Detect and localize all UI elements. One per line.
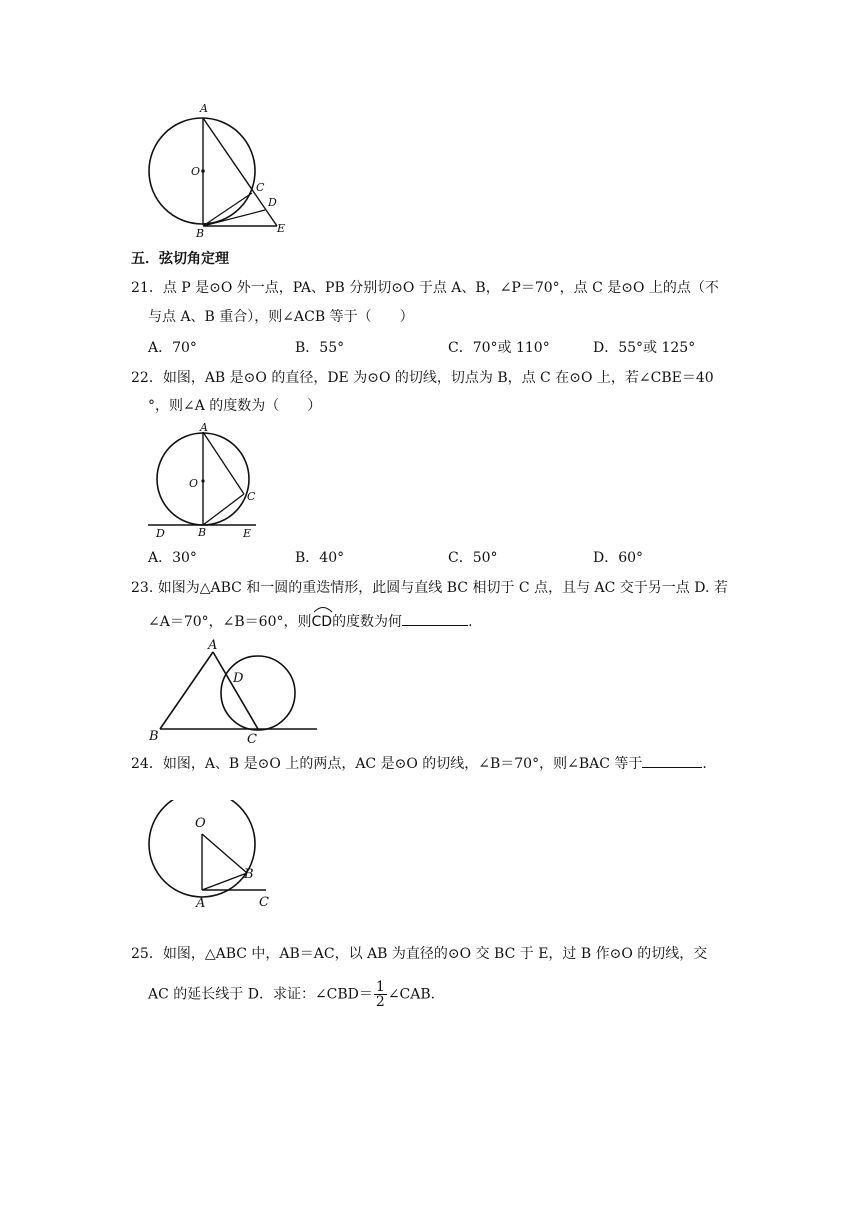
radius-ob bbox=[202, 834, 247, 873]
label-b: B bbox=[149, 729, 159, 744]
label-e: E bbox=[277, 222, 286, 235]
q23-figure bbox=[145, 636, 325, 746]
label-a: A bbox=[200, 102, 208, 115]
label-o: O bbox=[189, 477, 199, 490]
q23-line1: 23. 如图为△ABC 和一圆的重迭情形，此圆与直线 BC 相切于 C 点，且与 AC 交于另一点 D. 若 bbox=[131, 580, 728, 596]
top-figure bbox=[140, 98, 300, 238]
label-o: O bbox=[191, 165, 201, 178]
q21-option-d: D．55°或 125° bbox=[593, 340, 696, 356]
q22-option-c: C．50° bbox=[448, 550, 498, 566]
label-d: D bbox=[268, 196, 277, 209]
q22-option-d: D．60° bbox=[593, 550, 644, 566]
label-e: E bbox=[243, 527, 252, 540]
q21-option-c: C．70°或 110° bbox=[448, 340, 550, 356]
label-a: A bbox=[208, 638, 218, 653]
q21-line2: 与点 A、B 重合），则∠ACB 等于（ ） bbox=[148, 309, 414, 325]
q23-line2: ∠A＝70°，∠B＝60°，则 CD的度数为何 . bbox=[148, 610, 473, 632]
label-c: C bbox=[247, 490, 256, 503]
q23-answer-blank[interactable] bbox=[402, 611, 468, 626]
label-a: A bbox=[196, 896, 206, 911]
q21-option-b: B．55° bbox=[295, 340, 345, 356]
label-d: D bbox=[156, 527, 165, 540]
q22-option-b: B．40° bbox=[295, 550, 345, 566]
label-c: C bbox=[247, 732, 257, 746]
fraction-one-half: $\frac{1}{2}$ bbox=[375, 979, 385, 1010]
q21-line1: 21．点 P 是⊙O 外一点，PA、PB 分别切⊙O 于点 A、B，∠P＝70°，点 C 是⊙O 上的点（不 bbox=[131, 280, 719, 296]
q22-line1: 22．如图，AB 是⊙O 的直径，DE 为⊙O 的切线，切点为 B，点 C 在⊙O 上，若∠CBE＝40 bbox=[131, 370, 714, 386]
q23-line2-pre: ∠A＝70°，∠B＝60°，则 bbox=[148, 614, 312, 630]
q22-figure bbox=[140, 420, 270, 544]
side-ab bbox=[160, 652, 213, 729]
q25-line2-post: ∠CAB. bbox=[387, 986, 436, 1003]
line-bc bbox=[203, 193, 252, 226]
center-point bbox=[201, 479, 204, 482]
q21-option-a: A．70° bbox=[148, 340, 197, 356]
q25-line2 bbox=[148, 980, 435, 1009]
label-o: O bbox=[195, 816, 206, 831]
q24-line1: 24．如图，A、B 是⊙O 上的两点，AC 是⊙O 的切线，∠B＝70°，则∠BAC 等于 . bbox=[131, 753, 707, 774]
q22-option-a: A．30° bbox=[148, 550, 197, 566]
section-heading: 五．弦切角定理 bbox=[131, 251, 229, 267]
label-d: D bbox=[233, 671, 244, 686]
tangent-circle bbox=[221, 656, 295, 730]
label-c: C bbox=[259, 895, 269, 910]
q23-line2-post: 的度数为何 bbox=[332, 614, 403, 630]
center-point bbox=[201, 169, 205, 173]
line-ac bbox=[203, 432, 244, 494]
q25-line1: 25．如图，△ABC 中，AB＝AC，以 AB 为直径的⊙O 交 BC 于 E，过 B 作⊙O 的切线，交 bbox=[131, 946, 708, 962]
label-b: B bbox=[196, 227, 205, 238]
q22-line2: °，则∠A 的度数为（ ） bbox=[148, 398, 322, 414]
q24-line1-text: 24．如图，A、B 是⊙O 上的两点，AC 是⊙O 的切线，∠B＝70°，则∠BAC 等于 bbox=[131, 756, 643, 772]
label-b: B bbox=[244, 867, 254, 882]
q24-figure bbox=[140, 800, 280, 912]
arc-cd-notation: CD bbox=[312, 610, 333, 632]
label-b: B bbox=[198, 526, 207, 539]
label-c: C bbox=[256, 181, 265, 194]
q25-line2-pre: AC 的延长线于 D．求证：∠CBD＝ bbox=[148, 986, 373, 1003]
label-a: A bbox=[200, 421, 208, 434]
q24-answer-blank[interactable] bbox=[642, 753, 702, 768]
